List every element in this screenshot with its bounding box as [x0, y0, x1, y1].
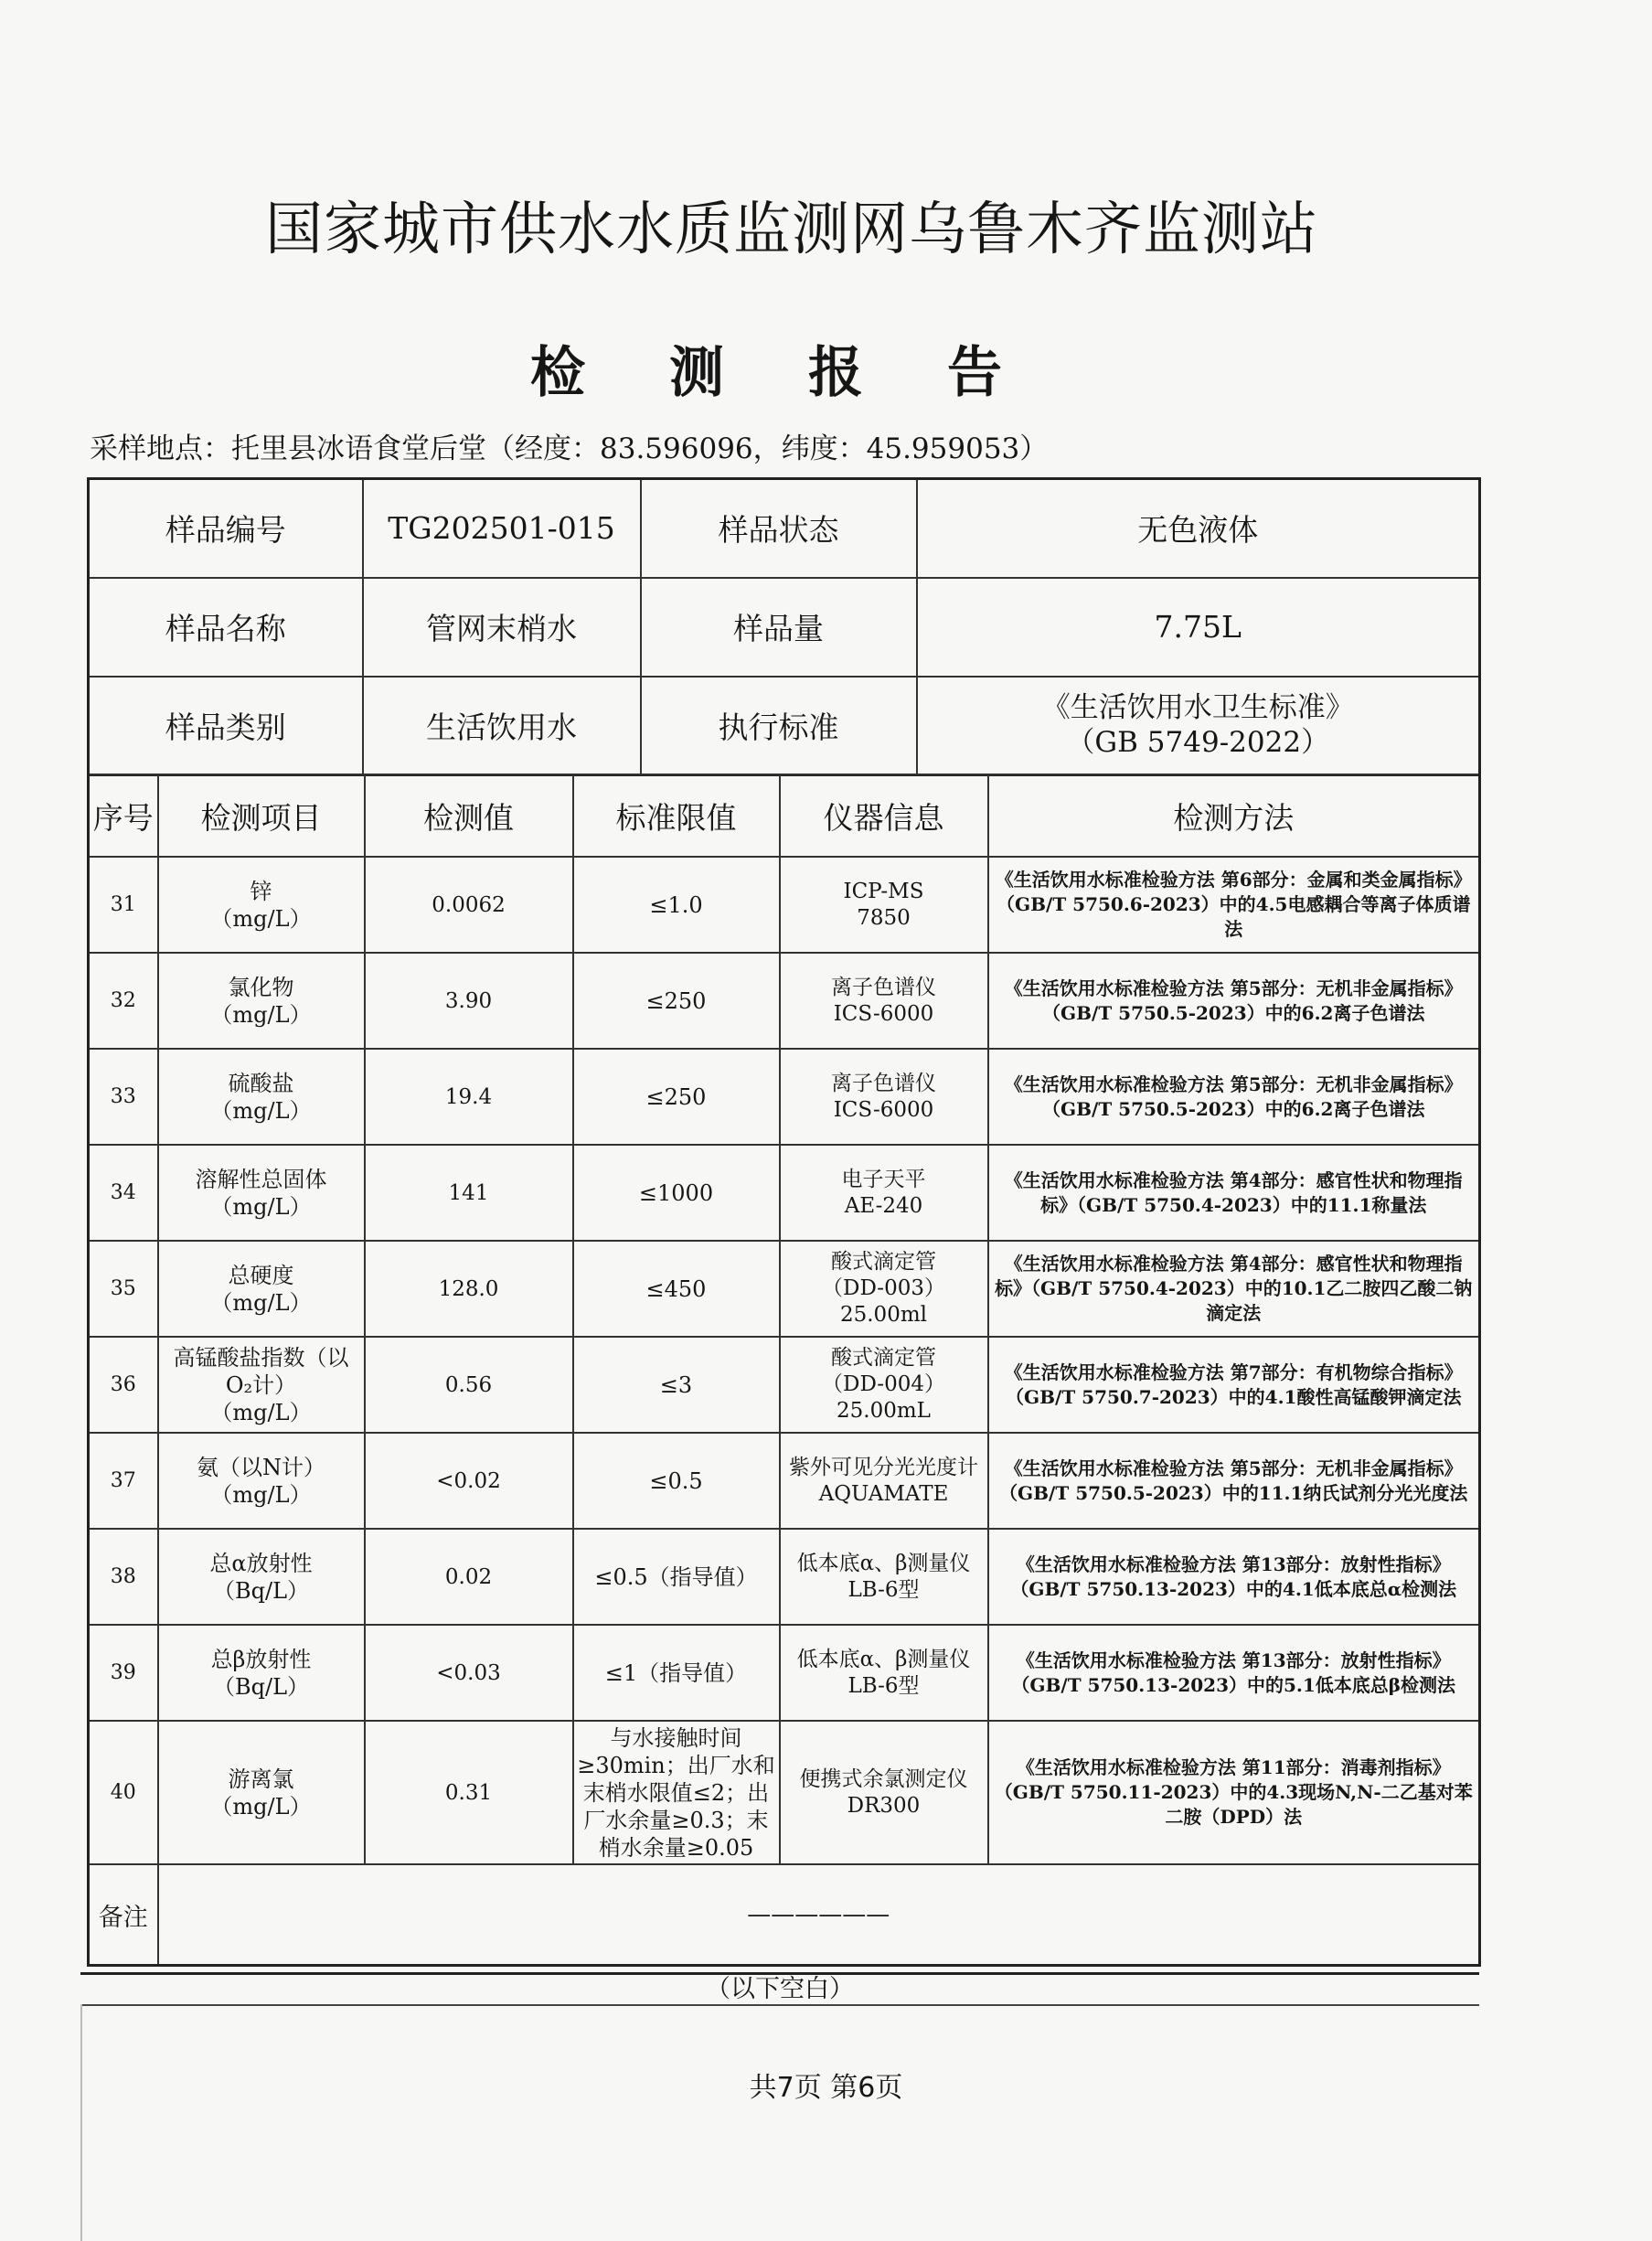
row-limit: 与水接触时间≥30min；出厂水和末梢水限值≤2；出厂水余量≥0.3；末梢水余量≥0.05 — [573, 1721, 780, 1864]
table-row — [89, 1241, 1480, 1337]
row-limit: ≤3 — [573, 1337, 780, 1433]
row-value: 0.02 — [365, 1529, 573, 1625]
row-value: 0.0062 — [365, 857, 573, 953]
standard-value — [917, 677, 1480, 775]
item-unit: （mg/L） — [210, 1001, 312, 1028]
sample-name-value: 管网末梢水 — [363, 578, 641, 677]
remark-value — [158, 1864, 1480, 1966]
instrument-name: ICP-MS — [843, 879, 924, 903]
row-no: 32 — [89, 953, 158, 1049]
row-instrument — [780, 857, 988, 953]
row-instrument — [780, 1721, 988, 1864]
item-name: 高锰酸盐指数（以O₂计） — [173, 1344, 349, 1398]
remark-label: 备注 — [89, 1864, 158, 1966]
row-item — [158, 1337, 365, 1433]
row-item — [158, 857, 365, 953]
sample-category-value: 生活饮用水 — [363, 677, 641, 775]
row-item — [158, 1721, 365, 1864]
row-limit: ≤1000 — [573, 1145, 780, 1241]
row-method: 《生活饮用水标准检验方法 第11部分：消毒剂指标》（GB/T 5750.11-2023）中的4.3现场N,N-二乙基对苯二胺（DPD）法 — [988, 1721, 1480, 1864]
instrument-name: 便携式余氯测定仪 — [799, 1766, 968, 1791]
col-header-value: 检测值 — [365, 774, 573, 857]
row-instrument — [780, 1145, 988, 1241]
sample-info-table — [87, 477, 1481, 776]
row-value: 141 — [365, 1145, 573, 1241]
row-value: <0.03 — [365, 1625, 573, 1721]
instrument-model: LB-6型 — [847, 1673, 920, 1698]
item-name: 游离氯 — [228, 1766, 294, 1792]
instrument-name: 离子色谱仪 — [831, 1071, 936, 1095]
sample-no-label: 样品编号 — [89, 479, 363, 578]
row-value: 128.0 — [365, 1241, 573, 1337]
sample-no-value: TG202501-015 — [363, 479, 641, 578]
row-limit: ≤250 — [573, 953, 780, 1049]
row-instrument — [780, 1337, 988, 1433]
standard-name: 《生活饮用水卫生标准》 — [1041, 691, 1354, 725]
row-limit: ≤1.0 — [573, 857, 780, 953]
row-value: 0.56 — [365, 1337, 573, 1433]
table-row — [89, 1529, 1480, 1625]
row-limit: ≤450 — [573, 1241, 780, 1337]
row-no: 40 — [89, 1721, 158, 1864]
row-item — [158, 953, 365, 1049]
instrument-model: DR300 — [847, 1793, 921, 1818]
row-instrument — [780, 1049, 988, 1145]
standard-label: 执行标准 — [641, 677, 917, 775]
instrument-name: 紫外可见分光光度计 — [789, 1455, 978, 1479]
col-header-method: 检测方法 — [988, 774, 1480, 857]
item-unit: （mg/L） — [210, 1399, 312, 1425]
row-instrument — [780, 1625, 988, 1721]
table-row — [89, 1145, 1480, 1241]
row-limit: ≤1（指导值） — [573, 1625, 780, 1721]
table-row — [89, 857, 1480, 953]
row-method: 《生活饮用水标准检验方法 第13部分：放射性指标》（GB/T 5750.13-2023）中的4.1低本底总α检测法 — [988, 1529, 1480, 1625]
row-instrument — [780, 953, 988, 1049]
item-name: 锌 — [250, 878, 272, 904]
row-no: 34 — [89, 1145, 158, 1241]
instrument-model: AQUAMATE — [818, 1481, 949, 1506]
instrument-spec: 25.00mL — [837, 1399, 931, 1423]
row-no: 31 — [89, 857, 158, 953]
row-limit: ≤0.5 — [573, 1433, 780, 1529]
instrument-name: 离子色谱仪 — [831, 975, 936, 999]
row-method: 《生活饮用水标准检验方法 第5部分：无机非金属指标》（GB/T 5750.5-2023）中的6.2离子色谱法 — [988, 953, 1480, 1049]
col-header-limit: 标准限值 — [573, 774, 780, 857]
item-name: 溶解性总固体 — [195, 1166, 327, 1192]
sample-category-label: 样品类别 — [89, 677, 363, 775]
col-header-item: 检测项目 — [158, 774, 365, 857]
remark-row — [89, 1864, 1480, 1966]
standard-code: （GB 5749-2022） — [1066, 726, 1330, 760]
sample-state-label: 样品状态 — [641, 479, 917, 578]
table-header-row — [89, 774, 1480, 857]
row-no: 35 — [89, 1241, 158, 1337]
item-unit: （Bq/L） — [212, 1577, 310, 1604]
item-name: 总β放射性 — [210, 1646, 312, 1672]
item-unit: （mg/L） — [210, 905, 312, 932]
row-instrument — [780, 1433, 988, 1529]
table-row — [89, 1049, 1480, 1145]
row-item — [158, 1625, 365, 1721]
row-instrument — [780, 1529, 988, 1625]
row-value: 0.31 — [365, 1721, 573, 1864]
instrument-spec: 25.00ml — [839, 1303, 927, 1327]
item-name: 总硬度 — [228, 1262, 294, 1288]
org-title: 国家城市供水水质监测网乌鲁木齐监测站 — [265, 196, 1318, 262]
instrument-model: AE-240 — [844, 1193, 923, 1218]
report-title: 检测报告 — [530, 341, 1086, 405]
row-method: 《生活饮用水标准检验方法 第13部分：放射性指标》（GB/T 5750.13-2023）中的5.1低本底总β检测法 — [988, 1625, 1480, 1721]
instrument-model: ICS-6000 — [833, 1001, 934, 1026]
blank-note: （以下空白） — [80, 1972, 1479, 2006]
sample-qty-value: 7.75L — [917, 578, 1480, 677]
row-item — [158, 1241, 365, 1337]
sampling-location: 采样地点：托里县冰语食堂后堂（经度：83.596096，纬度：45.959053） — [90, 432, 1049, 465]
item-unit: （mg/L） — [210, 1193, 312, 1220]
table-row — [89, 1337, 1480, 1433]
instrument-name: 电子天平 — [841, 1167, 926, 1191]
instrument-model: LB-6型 — [847, 1577, 920, 1602]
row-value: 3.90 — [365, 953, 573, 1049]
row-item — [158, 1145, 365, 1241]
instrument-model: （DD-004） — [822, 1372, 945, 1396]
col-header-instrument: 仪器信息 — [780, 774, 988, 857]
row-method: 《生活饮用水标准检验方法 第5部分：无机非金属指标》（GB/T 5750.5-2023）中的11.1纳氏试剂分光光度法 — [988, 1433, 1480, 1529]
instrument-model: 7850 — [857, 905, 911, 930]
results-table — [87, 774, 1481, 1967]
item-name: 硫酸盐 — [228, 1070, 294, 1096]
row-value: <0.02 — [365, 1433, 573, 1529]
row-no: 37 — [89, 1433, 158, 1529]
item-name: 氨（以N计） — [197, 1454, 325, 1480]
item-name: 总α放射性 — [209, 1550, 313, 1576]
row-item — [158, 1529, 365, 1625]
item-unit: （mg/L） — [210, 1289, 312, 1316]
sample-name-label: 样品名称 — [89, 578, 363, 677]
table-row — [89, 1433, 1480, 1529]
row-item — [158, 1433, 365, 1529]
item-unit: （mg/L） — [210, 1793, 312, 1819]
instrument-model: ICS-6000 — [833, 1097, 934, 1122]
instrument-name: 低本底α、β测量仪 — [796, 1551, 971, 1575]
item-name: 氯化物 — [228, 974, 294, 1000]
row-no: 33 — [89, 1049, 158, 1145]
table-row — [89, 1625, 1480, 1721]
instrument-name: 酸式滴定管 — [831, 1250, 936, 1274]
row-method: 《生活饮用水标准检验方法 第4部分：感官性状和物理指标》（GB/T 5750.4-2023）中的11.1称量法 — [988, 1145, 1480, 1241]
row-no: 36 — [89, 1337, 158, 1433]
row-no: 38 — [89, 1529, 158, 1625]
row-method: 《生活饮用水标准检验方法 第4部分：感官性状和物理指标》（GB/T 5750.4-2023）中的10.1乙二胺四乙酸二钠滴定法 — [988, 1241, 1480, 1337]
item-unit: （mg/L） — [210, 1097, 312, 1124]
row-value: 19.4 — [365, 1049, 573, 1145]
table-row — [89, 1721, 1480, 1864]
instrument-model: （DD-003） — [822, 1276, 945, 1300]
page-number: 共7页 第6页 — [749, 2072, 903, 2104]
row-item — [158, 1049, 365, 1145]
col-header-no: 序号 — [89, 774, 158, 857]
page-edge-line — [80, 2004, 82, 2241]
remark-text: —————— — [747, 1901, 890, 1928]
instrument-name: 低本底α、β测量仪 — [796, 1647, 971, 1671]
item-unit: （mg/L） — [210, 1481, 312, 1508]
item-unit: （Bq/L） — [212, 1673, 310, 1700]
table-row — [89, 953, 1480, 1049]
row-no: 39 — [89, 1625, 158, 1721]
row-limit: ≤250 — [573, 1049, 780, 1145]
row-limit: ≤0.5（指导值） — [573, 1529, 780, 1625]
instrument-name: 酸式滴定管 — [831, 1346, 936, 1370]
sample-qty-label: 样品量 — [641, 578, 917, 677]
row-method: 《生活饮用水标准检验方法 第7部分：有机物综合指标》（GB/T 5750.7-2023）中的4.1酸性高锰酸钾滴定法 — [988, 1337, 1480, 1433]
row-instrument — [780, 1241, 988, 1337]
row-method: 《生活饮用水标准检验方法 第6部分：金属和类金属指标》（GB/T 5750.6-2023）中的4.5电感耦合等离子体质谱法 — [988, 857, 1480, 953]
row-method: 《生活饮用水标准检验方法 第5部分：无机非金属指标》（GB/T 5750.5-2023）中的6.2离子色谱法 — [988, 1049, 1480, 1145]
sample-state-value: 无色液体 — [917, 479, 1480, 578]
